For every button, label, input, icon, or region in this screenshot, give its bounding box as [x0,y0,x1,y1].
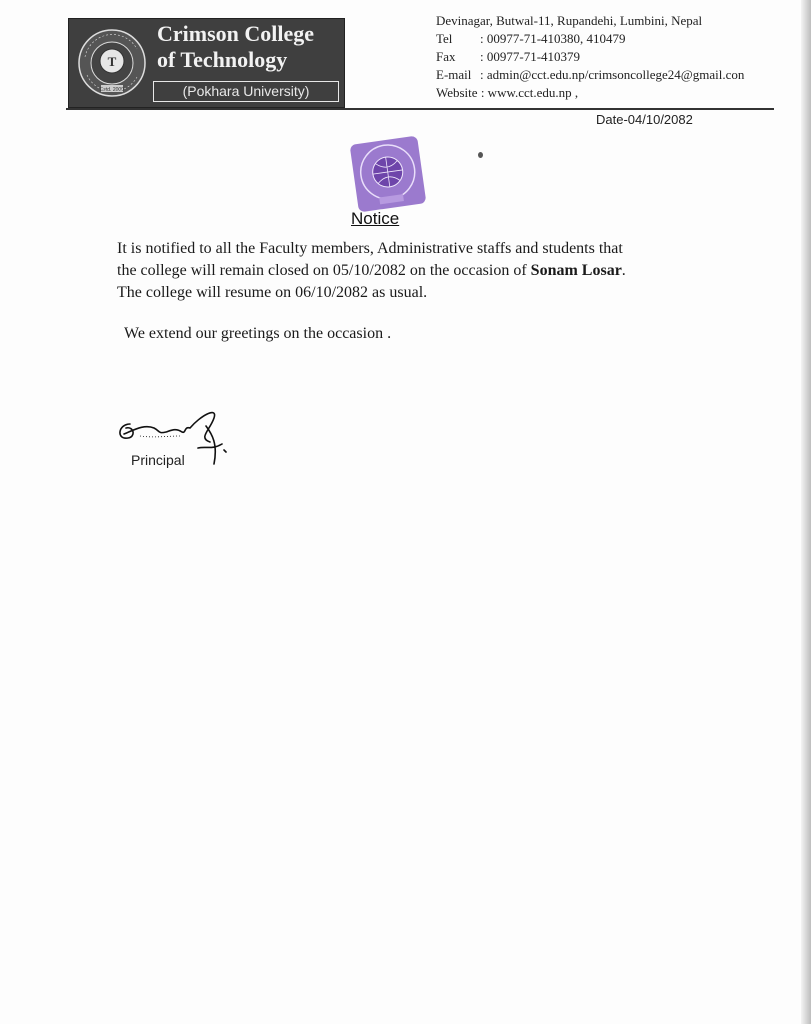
tel-label: Tel [436,31,453,46]
notice-line-2-text: the college will remain closed on 05/10/2082 on the occasion of [117,262,531,279]
address: Devinagar, Butwal-11, Rupandehi, Lumbini, Nepal [436,13,703,28]
fax-row [436,48,744,66]
fax-label: Fax [436,49,456,64]
fax-value: : 00977-71-410379 [480,49,581,64]
college-stamp-icon [348,136,428,212]
college-seal-icon [77,27,147,99]
scan-speck [478,152,483,158]
tel-value: : 00977-71-410380, 410479 [480,31,626,46]
notice-line-2-end: . [621,262,626,279]
page-edge-shadow [801,0,811,1024]
college-name-line1: Crimson College [157,21,315,46]
college-name-line2: of Technology [157,47,288,72]
university-label: (Pokhara University) [153,81,339,102]
occasion-name: Sonam Losar [530,262,622,279]
college-logo-banner [68,18,345,108]
website-row [436,84,744,102]
notice-line-1: It is notified to all the Faculty members, Administrative staffs and students that [117,240,623,257]
email-row [436,66,744,84]
website-label: Website [436,85,478,100]
notice-title: Notice [351,209,400,228]
header-divider [66,108,774,110]
principal-label: Principal [131,452,185,468]
notice-line-3: The college will resume on 06/10/2082 as usual. [117,284,428,301]
tel-row [436,30,744,48]
contact-block [436,12,744,102]
seal-letter: T [107,54,117,69]
seal-estd: Estd. 2000 [100,87,124,93]
college-name [157,21,314,73]
notice-line-2 [117,260,717,282]
email-label: E-mail [436,67,472,82]
notice-body [117,238,717,304]
email-value: : admin@cct.edu.np/crimsoncollege24@gmail.con [480,67,745,82]
notice-date: Date-04/10/2082 [596,112,693,127]
greeting-line: We extend our greetings on the occasion . [124,325,392,342]
website-value: : www.cct.edu.np , [480,85,579,100]
